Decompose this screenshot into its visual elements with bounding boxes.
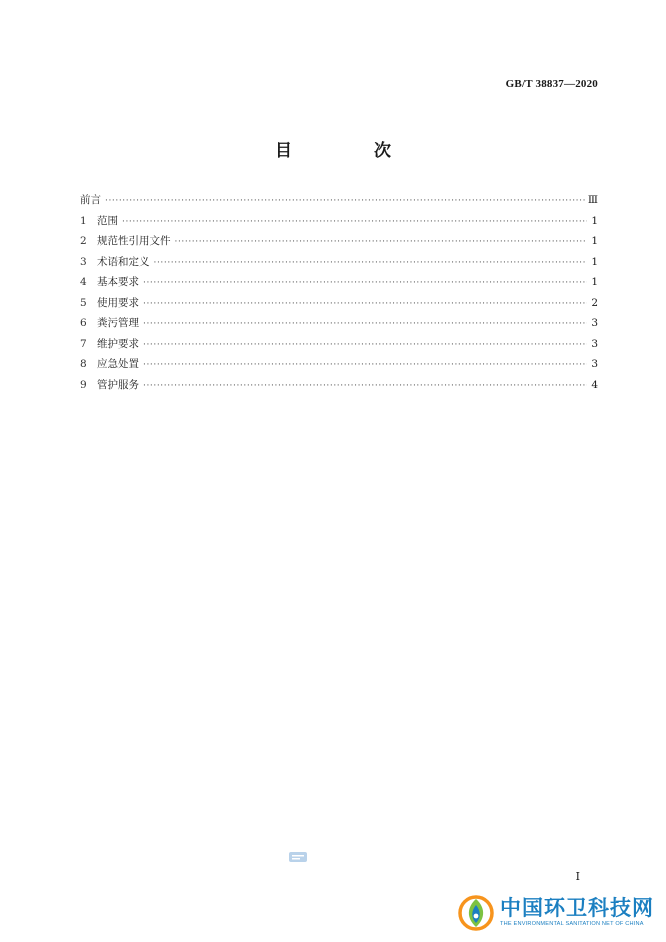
toc-entry-page: 1 <box>591 276 598 288</box>
toc-entry[interactable] <box>80 192 598 213</box>
toc-entry[interactable] <box>80 213 598 234</box>
toc-entry-label: 规范性引用文件 <box>97 235 171 247</box>
site-logo <box>456 892 654 932</box>
toc-entry-page: 3 <box>591 358 598 370</box>
toc-entry-label: 基本要求 <box>97 276 139 288</box>
toc-entry[interactable] <box>80 295 598 316</box>
toc-entry-page: 1 <box>591 235 598 247</box>
toc-entry[interactable] <box>80 233 598 254</box>
toc-entry-label: 维护要求 <box>97 337 139 350</box>
toc-entry-page: 3 <box>591 337 598 350</box>
toc-entry[interactable] <box>80 274 598 295</box>
logo-name-en: THE ENVIRONMENTAL SANITATION NET OF CHINA <box>500 921 644 927</box>
toc-entry-label: 应急处置 <box>97 358 139 370</box>
toc-entry-number: 7 <box>80 337 87 350</box>
toc-entry-number: 1 <box>80 214 87 227</box>
toc-entry-number: 3 <box>80 255 87 268</box>
toc-entry-page: 1 <box>591 255 598 268</box>
toc-entry[interactable] <box>80 315 598 336</box>
toc-leader-dots <box>154 258 588 268</box>
toc-leader-dots <box>143 360 587 370</box>
toc-entry-label: 术语和定义 <box>97 255 150 268</box>
toc-leader-dots <box>143 340 587 350</box>
toc-entry-page: 1 <box>591 214 598 227</box>
toc-title: 目 次 <box>275 141 429 161</box>
toc-leader-dots <box>143 278 587 288</box>
toc-entry-number: 8 <box>80 358 87 370</box>
toc-leader-dots <box>122 217 587 227</box>
toc-entry-number: 5 <box>80 296 87 309</box>
toc-entry-number: 6 <box>80 317 87 329</box>
page-number: Ⅰ <box>575 870 580 883</box>
toc-entry[interactable] <box>80 377 598 398</box>
toc-entry-page: 3 <box>591 317 598 329</box>
toc-entry-label: 管护服务 <box>97 378 139 391</box>
toc-entry[interactable] <box>80 254 598 275</box>
toc-leader-dots <box>143 299 587 309</box>
toc-entry-number: 2 <box>80 235 87 247</box>
toc-entry-label: 范围 <box>97 214 118 227</box>
toc-entry-label: 使用要求 <box>97 296 139 309</box>
toc-entry-label: 前言 <box>80 194 101 206</box>
toc-entry-number: 9 <box>80 378 87 391</box>
standard-number: GB/T 38837—2020 <box>505 78 598 90</box>
toc-leader-dots <box>105 196 585 206</box>
toc-entry-page: Ⅲ <box>587 194 598 206</box>
leaf-logo-icon <box>456 892 496 932</box>
toc-entry[interactable] <box>80 356 598 377</box>
toc-entry-label: 粪污管理 <box>97 317 139 329</box>
logo-name-cn: 中国环卫科技网 <box>500 896 654 920</box>
toc-leader-dots <box>143 319 587 329</box>
toc-entry-page: 4 <box>591 378 598 391</box>
toc-entry-page: 2 <box>591 296 598 309</box>
publisher-mark-icon <box>288 850 308 864</box>
toc-leader-dots <box>175 237 588 247</box>
toc-leader-dots <box>143 381 587 391</box>
toc-entry[interactable] <box>80 336 598 357</box>
toc-entry-number: 4 <box>80 276 87 288</box>
table-of-contents <box>80 192 598 397</box>
